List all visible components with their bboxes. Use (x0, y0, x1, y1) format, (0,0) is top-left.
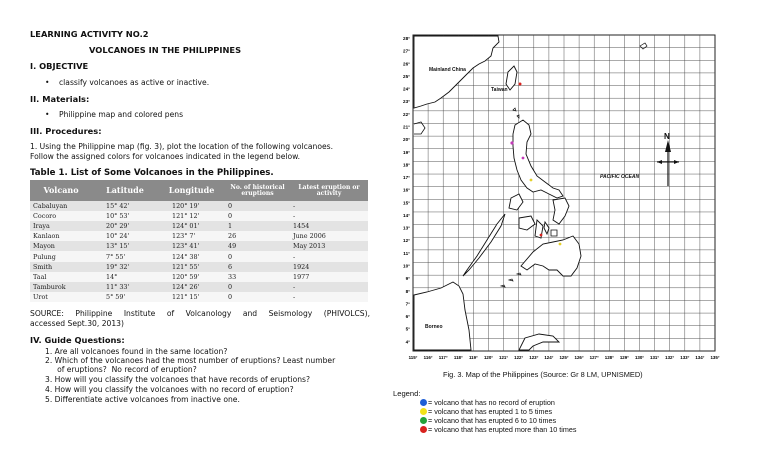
longitude-label: 126° (574, 355, 584, 360)
col-latest: Latest eruption or activity (290, 180, 368, 201)
table-cell: 19° 32' (92, 262, 158, 272)
label-taiwan: Taiwan (491, 87, 508, 93)
longitude-label: 133° (680, 355, 690, 360)
longitude-label: 130° (634, 355, 645, 360)
label-borneo: Borneo (425, 324, 443, 330)
question-item: 2. Which of the volcanoes had the most number of eruptions? Least number (45, 356, 336, 365)
table-cell: 0 (225, 282, 290, 292)
map-caption: Fig. 3. Map of the Philippines (Source: Gr 8 LM, UPNISMED) (443, 370, 643, 379)
longitude-label: 134° (695, 355, 705, 360)
table-cell: 120° 59' (158, 272, 225, 282)
question-item: 4. How will you classify the volcanoes with no record of eruption? (45, 385, 294, 394)
volcano-table (30, 180, 368, 302)
table-cell: 13° 15' (92, 241, 158, 251)
table-cell: 10° 53' (92, 211, 158, 221)
table-cell: Smith (30, 262, 92, 272)
col-volcano: Volcano (30, 180, 92, 201)
table-cell: 33 (225, 272, 290, 282)
philippines-map (393, 30, 720, 360)
table-cell: 1454 (290, 221, 368, 231)
latitude-label: 28° (403, 36, 410, 41)
longitude-label: 121° (499, 355, 509, 360)
latitude-label: 13° (403, 225, 410, 231)
table-cell: 10° 24' (92, 231, 158, 241)
table-cell: 121° 15' (158, 292, 225, 302)
table-cell: Iraya (30, 221, 92, 231)
table-cell: 120° 19' (158, 201, 225, 211)
activity-title: LEARNING ACTIVITY NO.2 (30, 29, 149, 39)
latitude-label: 9° (405, 276, 410, 282)
longitude-label: 118° (453, 355, 463, 360)
label-north: N (664, 132, 670, 141)
col-latitude: Latitude (92, 180, 158, 201)
table-caption: Table 1. List of Some Volcanoes in the Philippines. (30, 168, 274, 178)
latitude-label: 6° (405, 314, 410, 320)
legend-item: = volcano that has erupted 6 to 10 times (420, 416, 556, 425)
objective-item: • classify volcanoes as active or inactive. (59, 78, 209, 87)
red-dot-icon (420, 426, 427, 433)
latitude-label: 10° (403, 263, 410, 269)
table-cell: 7° 55' (92, 251, 158, 261)
bohol-island (551, 230, 557, 236)
table-cell: 6 (225, 262, 290, 272)
longitude-label: 122° (514, 355, 524, 360)
table-cell: 5° 59' (92, 292, 158, 302)
table-row (30, 201, 368, 211)
table-cell: Cocoro (30, 211, 92, 221)
table-cell: Urot (30, 292, 92, 302)
latitude-label: 23° (403, 99, 410, 105)
latitude-labels (403, 36, 410, 344)
longitude-label: 128° (604, 355, 614, 360)
latitude-label: 17° (403, 175, 410, 181)
latitude-label: 27° (403, 48, 410, 54)
table-row (30, 282, 368, 292)
table-row (30, 211, 368, 221)
pen-mark (519, 83, 522, 86)
longitude-label: 124° (544, 355, 554, 360)
longitude-label: 115° (408, 355, 418, 360)
table-cell: - (290, 292, 368, 302)
table-cell: Cabaluyan (30, 201, 92, 211)
longitude-label: 132° (665, 355, 675, 360)
table-cell: 14° (92, 272, 158, 282)
latitude-label: 19° (403, 149, 410, 155)
table-cell: Pulung (30, 251, 92, 261)
table-cell: 124° 38' (158, 251, 225, 261)
table-cell: 11° 33' (92, 282, 158, 292)
table-cell: - (290, 201, 368, 211)
col-eruptions: No. of historical eruptions (225, 180, 290, 201)
question-item: 5. Differentiate active volcanoes from inactive one. (45, 395, 240, 404)
legend-item: = volcano that has no record of eruption (420, 398, 555, 407)
latitude-label: 7° (405, 301, 410, 307)
latitude-label: 16° (403, 187, 410, 193)
label-pacific-ocean: PACIFIC OCEAN (600, 174, 640, 180)
table-cell: 0 (225, 251, 290, 261)
table-cell: 123° 41' (158, 241, 225, 251)
table-cell: 124° 01' (158, 221, 225, 231)
longitude-label: 117° (438, 355, 448, 360)
latitude-label: 26° (403, 61, 410, 67)
pen-mark (530, 179, 533, 182)
table-row (30, 262, 368, 272)
table-cell: 121° 55' (158, 262, 225, 272)
table-cell: - (290, 251, 368, 261)
pen-mark (559, 243, 562, 246)
materials-heading: II. Materials: (30, 94, 90, 104)
col-longitude: Longitude (158, 180, 225, 201)
longitude-label: 120° (483, 355, 494, 360)
guide-heading: IV. Guide Questions: (30, 335, 125, 345)
table-cell: Kanlaon (30, 231, 92, 241)
longitude-label: 123° (529, 355, 539, 360)
latitude-label: 11° (403, 250, 410, 256)
table-cell: June 2006 (290, 231, 368, 241)
table-cell: May 2013 (290, 241, 368, 251)
yellow-dot-icon (420, 408, 427, 415)
table-cell: - (290, 211, 368, 221)
table-cell: 1977 (290, 272, 368, 282)
label-mainland-china: Mainland China (429, 67, 466, 73)
latitude-label: 12° (403, 238, 410, 244)
longitude-label: 119° (468, 355, 478, 360)
pen-mark (522, 157, 525, 160)
table-cell: Mayon (30, 241, 92, 251)
question-item: 1. Are all volcanoes found in the same location? (45, 347, 228, 356)
procedures-line-2: Follow the assigned colors for volcanoes indicated in the legend below. (30, 152, 301, 161)
table-row (30, 292, 368, 302)
longitude-label: 127° (589, 355, 599, 360)
green-dot-icon (420, 417, 427, 424)
activity-subtitle: VOLCANOES IN THE PHILIPPINES (89, 45, 242, 55)
legend-item: = volcano that has erupted more than 10 times (420, 425, 576, 434)
source-line-2: accessed Sept.30, 2013) (30, 319, 124, 328)
latitude-label: 22° (403, 111, 410, 117)
table-cell: 1924 (290, 262, 368, 272)
pen-mark (540, 234, 543, 237)
source-line-1: SOURCE: Philippine Institute of Volcanology and Seismology (PHIVOLCS), (30, 309, 370, 318)
pen-mark (510, 141, 513, 144)
table-cell: 20° 29' (92, 221, 158, 231)
table-row (30, 251, 368, 261)
longitude-label: 135° (710, 355, 720, 360)
table-cell: 1 (225, 221, 290, 231)
longitude-labels (409, 355, 720, 360)
table-cell: 0 (225, 211, 290, 221)
latitude-label: 25° (403, 73, 410, 79)
longitude-label: 116° (423, 355, 433, 360)
question-item: of eruptions? No record of eruption? (45, 365, 197, 374)
table-cell: 15° 42' (92, 201, 158, 211)
latitude-label: 20° (403, 137, 410, 143)
objective-heading: I. OBJECTIVE (30, 61, 89, 71)
procedures-line-1: 1. Using the Philippine map (fig. 3), plot the location of the following volcanoes. (30, 142, 334, 151)
latitude-label: 15° (403, 200, 410, 206)
latitude-label: 21° (403, 124, 410, 130)
procedures-heading: III. Procedures: (30, 126, 102, 136)
table-cell: 121° 12' (158, 211, 225, 221)
table-cell: 124° 26' (158, 282, 225, 292)
latitude-label: 4° (405, 339, 410, 345)
question-item: 3. How will you classify the volcanoes that have records of eruptions? (45, 375, 311, 384)
table-row (30, 221, 368, 231)
table-cell: 26 (225, 231, 290, 241)
table-cell: 0 (225, 292, 290, 302)
table-cell: - (290, 282, 368, 292)
table-cell: Tamburok (30, 282, 92, 292)
table-row (30, 272, 368, 282)
latitude-label: 14° (403, 212, 410, 218)
latitude-label: 24° (403, 86, 410, 92)
table-cell: 123° 7' (158, 231, 225, 241)
latitude-label: 18° (403, 162, 410, 168)
table-row (30, 241, 368, 251)
table-row (30, 231, 368, 241)
latitude-label: 8° (405, 288, 410, 294)
map-figure (393, 30, 720, 360)
table-cell: 0 (225, 201, 290, 211)
legend-title: Legend: (393, 389, 421, 398)
table-cell: 49 (225, 241, 290, 251)
longitude-label: 125° (559, 355, 569, 360)
blue-dot-icon (420, 399, 427, 406)
longitude-label: 129° (619, 355, 629, 360)
longitude-label: 131° (650, 355, 660, 360)
legend-item: = volcano that has erupted 1 to 5 times (420, 407, 552, 416)
materials-item: • Philippine map and colored pens (59, 110, 183, 119)
table-cell: Taal (30, 272, 92, 282)
table-header-row (30, 180, 368, 201)
latitude-label: 5° (405, 326, 410, 332)
